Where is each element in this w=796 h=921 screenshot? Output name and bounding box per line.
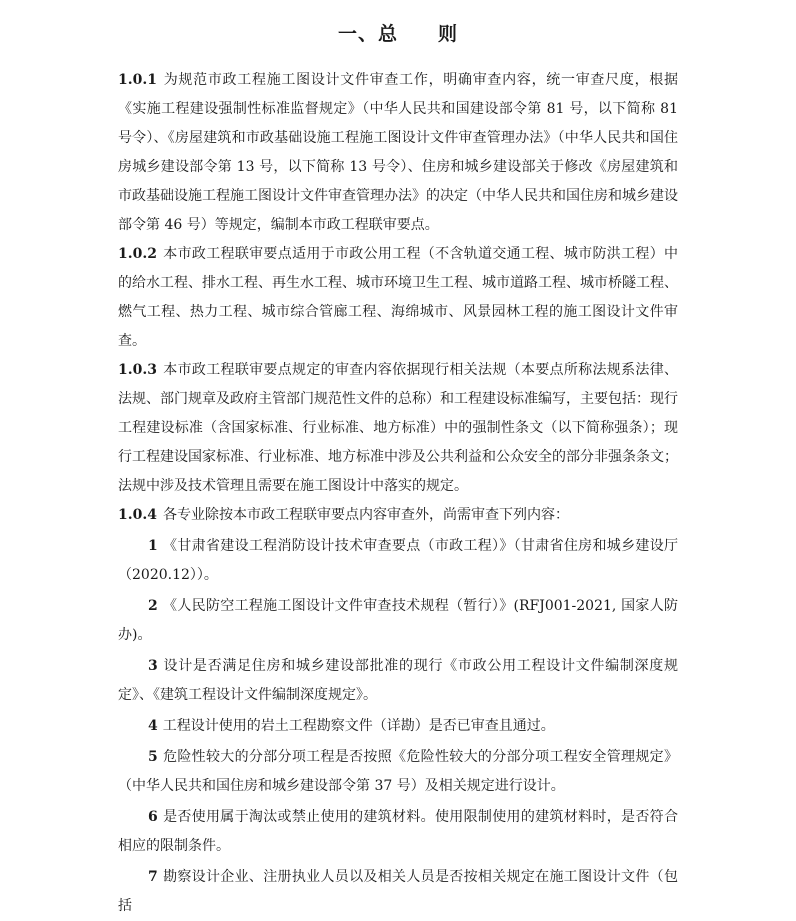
list-item-7 [118,863,678,921]
list-item-5 [118,743,678,801]
item-number: 4 [148,718,158,734]
item-number: 6 [148,809,158,825]
page-title [0,20,796,48]
clause-text: 为规范市政工程施工图设计文件审查工作，明确审查内容，统一审查尺度，根据《实施工程建设强制性标准监督规定》（中华人民共和国建设部令第 81 号，以下简称 81 号令）、《房屋建筑和市政基础设施工程施工图设计文件审查管理办法》（中华人民共和国住房城乡建设部令第 13 号，以下简称 13 号令）、住房和城乡建设部关于修改《房屋建筑和市政基础设施工程施工图设计文件审查管理办法》的决定（中华人民共和国住房和城乡建设部令第 46 号）等规定，编制本市政工程联审要点。 [118,72,678,233]
title-part-2: 则 [438,23,459,45]
item-number: 1 [148,538,158,554]
title-part-1: 一、总 [337,23,398,45]
clause-1-0-1 [118,66,678,240]
clause-number: 1.0.3 [118,362,157,378]
item-number: 3 [148,658,158,674]
item-text: 《人民防空工程施工图设计文件审查技术规程（暂行）》(RFJ001-2021, 国家人防办)。 [118,598,678,643]
item-number: 5 [148,749,158,765]
list-item-4 [118,712,678,741]
clause-number: 1.0.1 [118,72,157,88]
item-text: 工程设计使用的岩土工程勘察文件（详勘）是否已审查且通过。 [162,718,555,734]
item-text: 危险性较大的分部分项工程是否按照《危险性较大的分部分项工程安全管理规定》（中华人民共和国住房和城乡建设部令第 37 号）及相关规定进行设计。 [118,749,678,794]
clause-1-0-3 [118,356,678,501]
item-text: 《甘肃省建设工程消防设计技术审查要点（市政工程）》（甘肃省住房和城乡建设厅（2020.12））。 [118,538,678,583]
clause-text: 各专业除按本市政工程联审要点内容审查外，尚需审查下列内容： [162,507,569,523]
list-item-6 [118,803,678,861]
document-body [118,66,678,921]
clause-number: 1.0.2 [118,246,157,262]
item-number: 2 [148,598,158,614]
item-number: 7 [148,869,158,885]
item-text: 设计是否满足住房和城乡建设部批准的现行《市政公用工程设计文件编制深度规定》、《建筑工程设计文件编制深度规定》。 [118,658,678,703]
list-item-2 [118,592,678,650]
clause-text: 本市政工程联审要点适用于市政公用工程（不含轨道交通工程、城市防洪工程）中的给水工程、排水工程、再生水工程、城市环境卫生工程、城市道路工程、城市桥隧工程、燃气工程、热力工程、城市综合管廊工程、海绵城市、风景园林工程的施工图设计文件审查。 [118,246,678,349]
clause-text: 本市政工程联审要点规定的审查内容依据现行相关法规（本要点所称法规系法律、法规、部门规章及政府主管部门规范性文件的总称）和工程建设标准编写，主要包括：现行工程建设标准（含国家标准、行业标准、地方标准）中的强制性条文（以下简称强条）；现行工程建设国家标准、行业标准、地方标准中涉及公共利益和公众安全的部分非强条条文；法规中涉及技术管理且需要在施工图设计中落实的规定。 [118,362,678,494]
clause-1-0-2 [118,240,678,356]
clause-number: 1.0.4 [118,507,157,523]
list-item-1 [118,532,678,590]
item-text: 勘察设计企业、注册执业人员以及相关人员是否按相关规定在施工图设计文件（包括 [118,869,678,914]
item-text: 是否使用属于淘汰或禁止使用的建筑材料。使用限制使用的建筑材料时，是否符合相应的限制条件。 [118,809,678,854]
list-item-3 [118,652,678,710]
clause-1-0-4 [118,501,678,530]
